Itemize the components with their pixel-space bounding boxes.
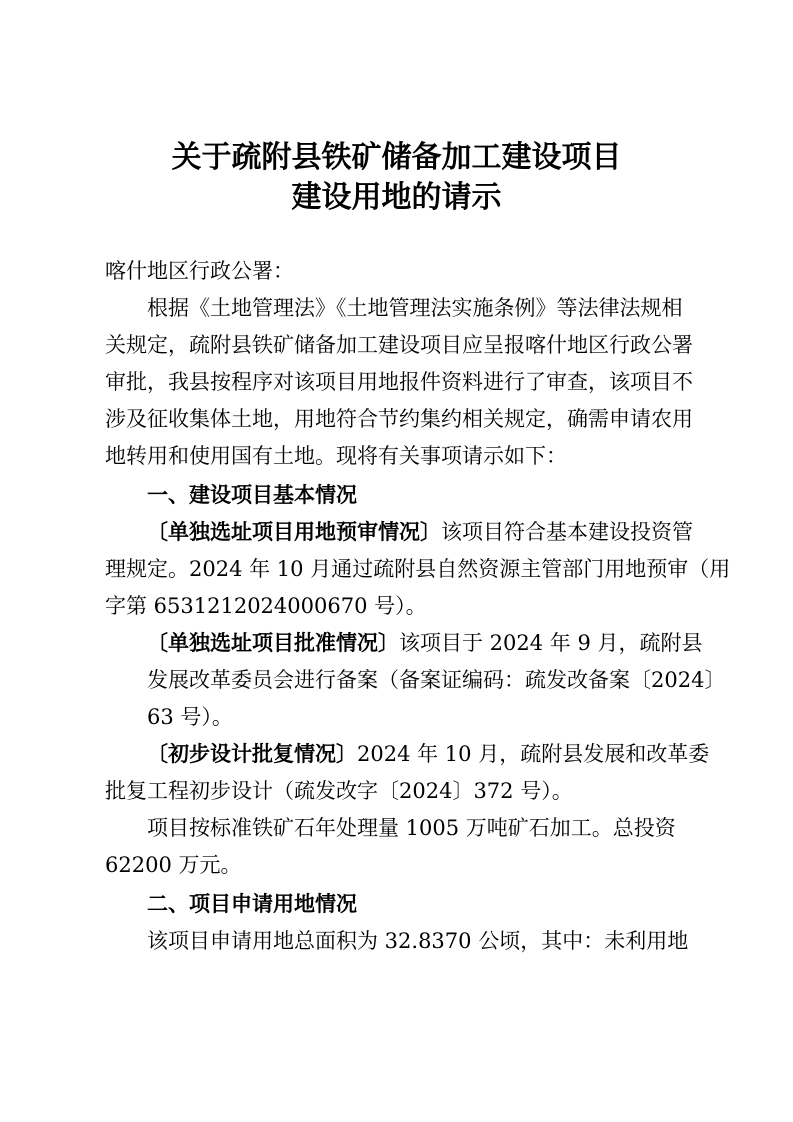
item-2-line-2: 发展改革委员会进行备案（备案证编码：疏发改备案〔2024〕 bbox=[147, 668, 726, 692]
section-2-line-1: 该项目申请用地总面积为 32.8370 公顷，其中：未利用地 bbox=[147, 929, 689, 953]
section-2-heading: 二、项目申请用地情况 bbox=[147, 891, 357, 916]
item-1-label: 〔单独选址项目用地预审情况〕 bbox=[147, 519, 441, 544]
item-1-line-1 bbox=[147, 517, 693, 547]
document-title-line-2: 建设用地的请示 bbox=[291, 180, 502, 215]
paragraph-line-3: 审批，我县按程序对该项目用地报件资料进行了审查，该项目不 bbox=[105, 370, 693, 394]
item-3-line-1 bbox=[147, 739, 709, 769]
paragraph-line-4: 涉及征收集体土地，用地符合节约集约相关规定，确需申请农用 bbox=[105, 407, 693, 431]
item-1-line-3: 字第 6531212024000670 号）。 bbox=[105, 594, 427, 618]
item-1-text-1: 该项目符合基本建设投资管 bbox=[441, 520, 693, 544]
document-title-line-1: 关于疏附县铁矿储备加工建设项目 bbox=[171, 140, 622, 175]
item-3-text-1: 2024 年 10 月，疏附县发展和改革委 bbox=[357, 742, 710, 766]
paragraph-line-5: 地转用和使用国有土地。现将有关事项请示如下： bbox=[105, 444, 567, 468]
section-1-heading: 一、建设项目基本情况 bbox=[147, 482, 357, 507]
item-2-label: 〔单独选址项目批准情况〕 bbox=[147, 630, 399, 655]
item-3-line-2: 批复工程初步设计（疏发改字〔2024〕372 号）。 bbox=[105, 779, 573, 803]
paragraph-line-1: 根据《土地管理法》《土地管理法实施条例》等法律法规相 bbox=[147, 296, 683, 320]
item-2-text-1: 该项目于 2024 年 9 月，疏附县 bbox=[399, 631, 703, 655]
item-4-line-2: 62200 万元。 bbox=[105, 853, 242, 877]
paragraph-line-2: 关规定，疏附县铁矿储备加工建设项目应呈报喀什地区行政公署 bbox=[105, 333, 693, 357]
item-2-line-1 bbox=[147, 628, 703, 658]
item-4-line-1: 项目按标准铁矿石年处理量 1005 万吨矿石加工。总投资 bbox=[147, 816, 676, 840]
item-3-label: 〔初步设计批复情况〕 bbox=[147, 741, 357, 766]
item-2-line-3: 63 号）。 bbox=[147, 705, 233, 729]
item-1-line-2: 理规定。2024 年 10 月通过疏附县自然资源主管部门用地预审（用 bbox=[105, 557, 731, 581]
addressee: 喀什地区行政公署： bbox=[105, 259, 294, 283]
